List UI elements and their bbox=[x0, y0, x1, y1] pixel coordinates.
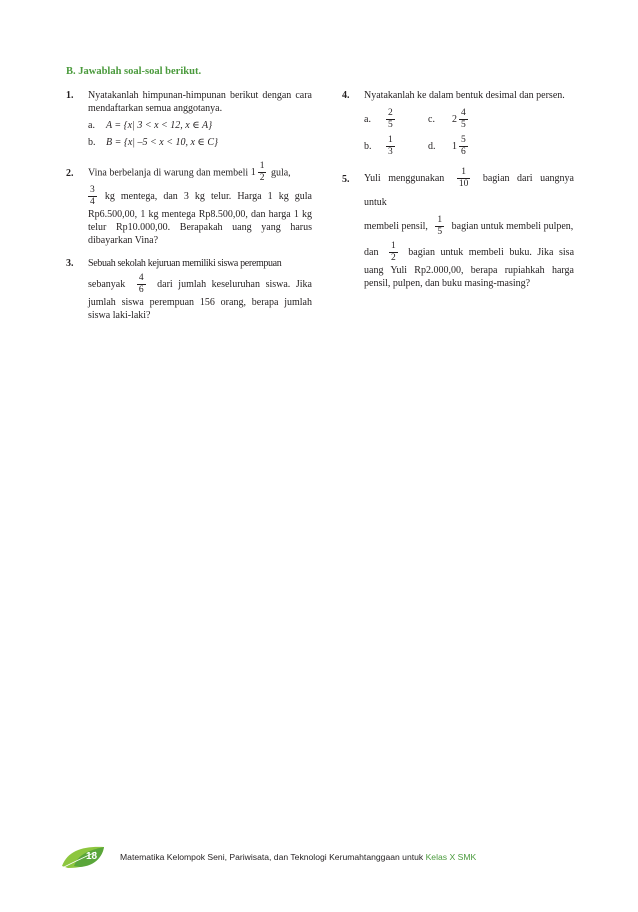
fraction-numerator: 4 bbox=[461, 108, 466, 118]
fraction-whole: 2 bbox=[452, 114, 457, 125]
fraction-numerator: 1 bbox=[437, 215, 443, 226]
footer-text bbox=[120, 852, 476, 862]
fraction bbox=[457, 167, 471, 190]
problem-5 bbox=[342, 167, 574, 290]
fraction bbox=[386, 108, 395, 131]
sub-item-c bbox=[428, 108, 508, 131]
fraction bbox=[88, 185, 97, 208]
problem-line bbox=[88, 273, 312, 322]
problem-text: membeli pensil, bbox=[364, 221, 428, 232]
problem-line bbox=[88, 185, 312, 247]
problem-1 bbox=[66, 89, 312, 149]
fraction-numerator: 3 bbox=[90, 185, 95, 196]
sub-item-a bbox=[364, 108, 428, 131]
sub-label: a. bbox=[88, 120, 95, 131]
fraction-denominator: 5 bbox=[388, 120, 393, 130]
sub-label: d. bbox=[428, 141, 436, 152]
set-expression-b: B = {x| –5 < x < 10, x ∈ C} bbox=[106, 137, 218, 148]
sub-label: c. bbox=[428, 114, 435, 125]
problem-number: 4. bbox=[342, 90, 350, 101]
section-title: B. Jawablah soal-soal berikut. bbox=[66, 66, 202, 77]
fraction-denominator: 3 bbox=[388, 147, 393, 157]
fraction-denominator: 2 bbox=[259, 173, 265, 184]
page-number-leaf-icon bbox=[60, 844, 106, 870]
footer-grade: Kelas X SMK bbox=[425, 852, 477, 862]
problem-text: Sebuah sekolah kejuruan memiliki siswa perempuan bbox=[88, 258, 282, 270]
problem-number: 1. bbox=[66, 90, 74, 101]
page-number: 18 bbox=[86, 851, 98, 862]
page-footer bbox=[60, 844, 580, 870]
problem-text: bagian dari uangnya untuk bbox=[364, 173, 574, 208]
fraction bbox=[435, 215, 444, 238]
fraction-denominator: 5 bbox=[461, 120, 466, 130]
problem-line bbox=[364, 167, 574, 215]
sub-label: b. bbox=[364, 141, 372, 152]
problem-2 bbox=[66, 161, 312, 247]
sub-item-a bbox=[88, 119, 312, 132]
problem-text: kg mentega, dan 3 kg telur. Harga 1 kg gula Rp6.500,00, 1 kg mentega Rp8.500,00, dan harga 1 kg telur Rp10.000,00. Berapakah uang yang harus dibayarkan Vina? bbox=[88, 191, 312, 247]
problem-line bbox=[88, 161, 312, 185]
fraction bbox=[389, 241, 398, 264]
fraction-denominator: 6 bbox=[461, 147, 466, 157]
problem-number: 3. bbox=[66, 258, 74, 270]
problem-3 bbox=[66, 257, 312, 322]
fraction-whole: 1 bbox=[452, 141, 457, 152]
fraction-denominator: 10 bbox=[458, 179, 469, 190]
problem-line bbox=[364, 215, 574, 239]
fraction bbox=[137, 273, 146, 296]
fraction-numerator: 5 bbox=[461, 135, 466, 145]
problem-number: 5. bbox=[342, 174, 350, 185]
fraction-numerator: 1 bbox=[388, 135, 393, 145]
fraction-numerator: 2 bbox=[388, 108, 393, 118]
fraction bbox=[459, 108, 468, 131]
problem-text: sebanyak bbox=[88, 279, 126, 291]
fraction bbox=[386, 135, 395, 158]
fraction-numerator: 1 bbox=[259, 161, 265, 172]
fraction-whole: 1 bbox=[250, 167, 256, 178]
problem-text: dari jumlah keseluruhan siswa. Jika jumlah siswa perempuan 156 orang, berapa jumlah siswa laki-laki? bbox=[88, 279, 312, 322]
sub-label: b. bbox=[88, 137, 96, 148]
footer-title: Matematika Kelompok Seni, Pariwisata, dan Teknologi Kerumahtanggaan untuk bbox=[120, 852, 426, 862]
problem-text: bagian untuk membeli buku. Jika sisa uang Yuli Rp2.000,00, berapa rupiahkah harga pensil, pulpen, dan buku masing-masing? bbox=[364, 246, 575, 289]
problem-line bbox=[364, 241, 574, 290]
right-column bbox=[342, 89, 574, 299]
fraction bbox=[258, 161, 267, 184]
fraction-denominator: 5 bbox=[437, 227, 443, 238]
problem-text: dan bbox=[364, 246, 379, 258]
fraction-denominator: 6 bbox=[138, 285, 144, 296]
problem-number: 2. bbox=[66, 168, 74, 179]
fraction-denominator: 4 bbox=[90, 197, 95, 208]
sub-item-d bbox=[428, 135, 508, 158]
problem-text: gula, bbox=[270, 167, 291, 179]
problem-4 bbox=[342, 89, 574, 158]
fraction-denominator: 2 bbox=[391, 253, 396, 263]
sub-items-grid bbox=[364, 108, 574, 158]
fraction-numerator: 1 bbox=[457, 167, 471, 179]
problem-text: bagian untuk membeli pulpen, bbox=[451, 221, 574, 232]
mixed-fraction bbox=[251, 161, 269, 185]
sub-item-b bbox=[88, 136, 312, 149]
fraction bbox=[459, 135, 468, 158]
sub-item-b bbox=[364, 135, 428, 158]
fraction-numerator: 1 bbox=[391, 241, 396, 251]
problem-text: Nyatakanlah ke dalam bentuk desimal dan persen. bbox=[364, 90, 565, 101]
problem-text: Yuli menggunakan bbox=[364, 173, 445, 184]
left-column bbox=[66, 89, 312, 331]
sub-label: a. bbox=[364, 114, 371, 125]
set-expression-a: A = {x| 3 < x < 12, x ∈ A} bbox=[106, 120, 213, 131]
problem-text: Nyatakanlah himpunan-himpunan berikut dengan cara mendaftarkan semua anggotanya. bbox=[88, 90, 312, 114]
fraction-numerator: 4 bbox=[138, 273, 144, 284]
problem-text: Vina berbelanja di warung dan membeli bbox=[88, 167, 249, 179]
